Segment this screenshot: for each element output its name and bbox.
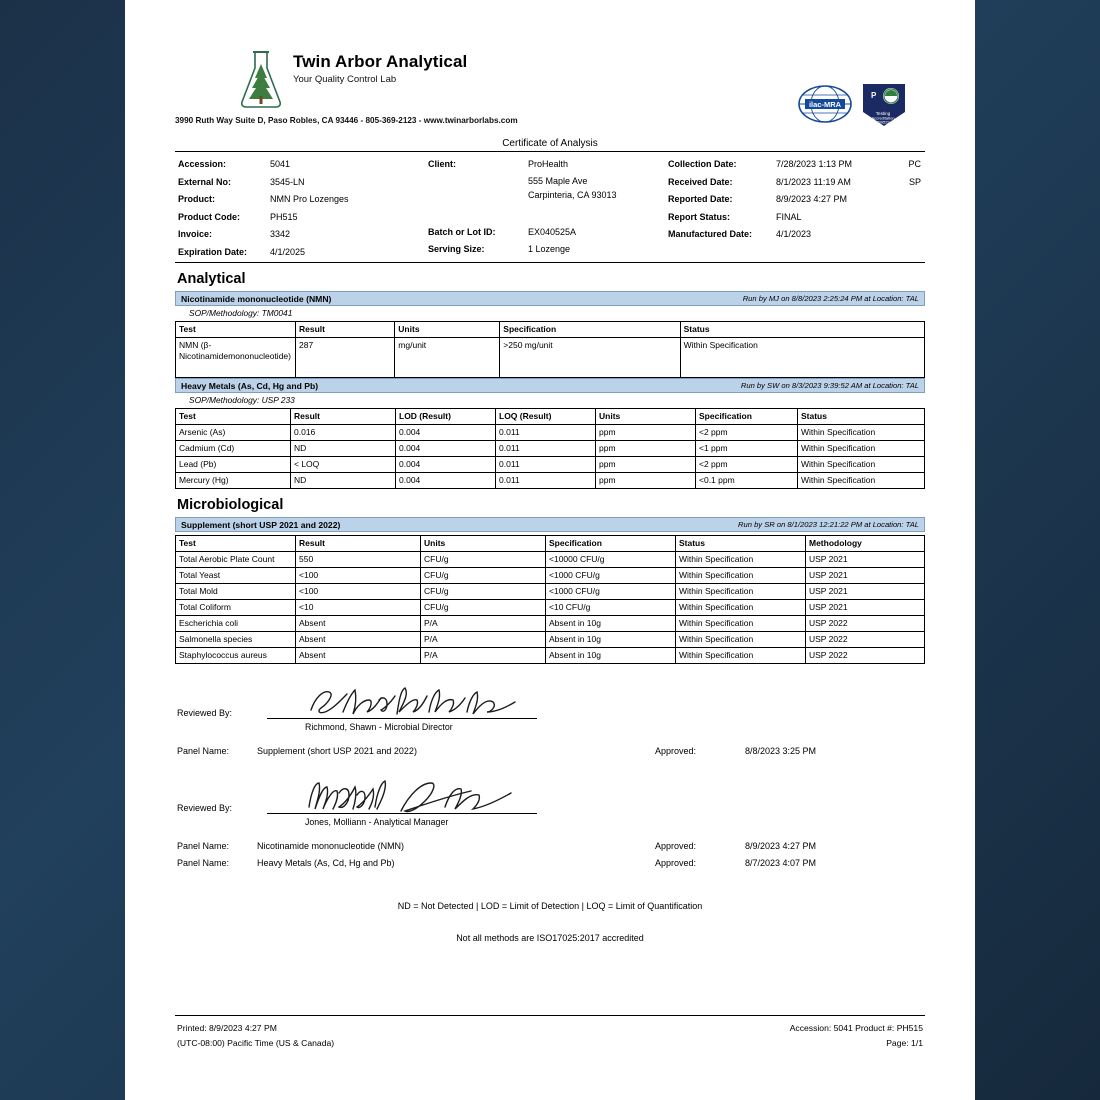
meta-label: External No: [178,176,232,187]
meta-row-collection-date [668,156,925,174]
meta-row-accession [178,156,428,174]
meta-column-middle [428,156,668,259]
client-name: ProHealth [528,159,569,169]
cell-lod: 0.004 [396,425,496,441]
signature-block-jones [175,785,925,841]
specimen-meta-block [175,151,925,263]
meta-row-received-date [668,174,925,192]
cell-result: Absent [296,648,421,664]
table-row [176,425,925,441]
cell-status: Within Specification [676,616,806,632]
approved-date: 8/9/2023 4:27 PM [745,841,817,851]
document-page [125,0,975,1100]
meta-value: 7/28/2023 1:13 PM [776,159,853,169]
cell-test: Total Coliform [176,600,296,616]
svg-text:#99523: #99523 [876,119,890,125]
cell-specification: Absent in 10g [546,616,676,632]
cell-units: CFU/g [421,552,546,568]
meta-value: 4/1/2023 [776,229,812,239]
signer-name: Jones, Molliann - Analytical Manager [305,817,449,827]
meta-row-invoice [178,226,428,244]
meta-row-expiration-date [178,244,428,262]
cell-specification: <10000 CFU/g [546,552,676,568]
meta-row-report-status [668,209,925,227]
column-header: Methodology [806,536,925,552]
cell-status: Within Specification [798,457,925,473]
column-header: Status [676,536,806,552]
signature-section [175,690,925,875]
cell-result: ND [291,441,396,457]
panel-run-info: Run by SR on 8/1/2023 12:21:22 PM at Location: TAL [738,520,919,529]
timezone-label: (UTC-08:00) Pacific Time (US & Canada) [177,1038,335,1048]
meta-row-serving-size [428,241,668,259]
panel-name-label: Panel Name: [177,746,230,756]
cell-specification: <1 ppm [696,441,798,457]
meta-value: 3545-LN [270,176,305,187]
meta-label: Accession: [178,159,227,169]
cell-units: P/A [421,648,546,664]
cell-status: Within Specification [676,600,806,616]
cell-test: Total Mold [176,584,296,600]
cell-status: Within Specification [676,584,806,600]
cell-test: Escherichia coli [176,616,296,632]
column-header: Specification [500,322,680,338]
meta-label: Reported Date: [668,194,733,204]
approved-date: 8/7/2023 4:07 PM [745,858,817,868]
cell-methodology: USP 2021 [806,552,925,568]
cell-status: Within Specification [676,552,806,568]
footer-right [790,1021,923,1051]
panel-header-supplement [175,517,925,532]
cell-test: Total Aerobic Plate Count [176,552,296,568]
cell-test: Staphylococcus aureus [176,648,296,664]
results-table-heavy-metals [175,408,925,489]
approved-date: 8/8/2023 3:25 PM [745,746,817,756]
column-header: Status [680,322,924,338]
cell-status: Within Specification [676,648,806,664]
meta-label: Product Code: [178,211,240,222]
cell-methodology: USP 2021 [806,568,925,584]
column-header: Units [395,322,500,338]
column-header: LOQ (Result) [496,409,596,425]
cell-units: ppm [596,473,696,489]
meta-label: Product: [178,194,215,204]
reviewed-by-label: Reviewed By: [177,803,233,813]
results-table-nmn [175,321,925,378]
meta-row-product-code [178,209,428,227]
approved-label: Approved: [655,858,697,868]
column-header: Result [296,536,421,552]
table-row [176,632,925,648]
cell-methodology: USP 2022 [806,616,925,632]
table-row [176,457,925,473]
cell-status: Within Specification [798,473,925,489]
column-header: Result [296,322,395,338]
analyst-initials: SP [908,176,921,187]
cell-units: mg/unit [395,338,500,378]
cell-result: < LOQ [291,457,396,473]
meta-label: Expiration Date: [178,246,248,257]
cell-units: ppm [596,441,696,457]
cell-result: <100 [296,568,421,584]
meta-value: 8/9/2023 4:27 PM [776,194,848,204]
footer-page-number: Page: 1/1 [886,1038,923,1048]
cell-specification: <1000 CFU/g [546,584,676,600]
table-row [176,648,925,664]
panel-header-heavy-metals [175,378,925,393]
cell-test: Mercury (Hg) [176,473,291,489]
column-header: Specification [546,536,676,552]
section-heading-microbiological: Microbiological [177,497,284,513]
meta-value: 4/1/2025 [270,246,306,257]
svg-text:Accreditation: Accreditation [871,115,895,121]
panel-name-value: Nicotinamide mononucleotide (NMN) [257,841,405,851]
cell-methodology: USP 2021 [806,584,925,600]
column-header: Units [596,409,696,425]
svg-text:ilac-MRA: ilac-MRA [808,100,842,109]
printed-timestamp: Printed: 8/9/2023 4:27 PM [177,1023,277,1033]
meta-value: PH515 [270,211,298,222]
cell-specification: >250 mg/unit [500,338,680,378]
cell-units: CFU/g [421,600,546,616]
table-header-row [176,409,925,425]
panel-sop-nmn: SOP/Methodology: TM0041 [189,308,293,318]
table-row [176,552,925,568]
panel-name-value: Supplement (short USP 2021 and 2022) [257,746,417,756]
table-header-row [176,536,925,552]
panel-name: Heavy Metals (As, Cd, Hg and Pb) [181,380,319,391]
cell-lod: 0.004 [396,441,496,457]
cell-specification: <2 ppm [696,457,798,473]
meta-label: Client: [428,159,456,169]
cell-test: Total Yeast [176,568,296,584]
table-header-row [176,322,925,338]
meta-value: 1 Lozenge [528,244,571,254]
column-header: Status [798,409,925,425]
signer-name: Richmond, Shawn - Microbial Director [305,722,453,732]
meta-label: Received Date: [668,176,733,187]
svg-text:P: P [871,91,877,100]
brand-block [293,52,467,85]
meta-row-client [428,156,668,174]
client-address-line-1: 555 Maple Ave [528,175,588,186]
meta-column-right [668,156,925,244]
cell-units: P/A [421,616,546,632]
table-row [176,616,925,632]
svg-text:Testing: Testing [875,111,891,116]
cell-status: Within Specification [680,338,924,378]
approval-line-heavy-metals [175,858,925,875]
cell-loq: 0.011 [496,457,596,473]
status-badge: FINAL [776,211,802,222]
meta-label: Invoice: [178,229,213,239]
meta-value: 8/1/2023 11:19 AM [776,176,851,187]
cell-specification: <0.1 ppm [696,473,798,489]
table-row [176,473,925,489]
analyst-initials: PC [908,159,921,169]
cell-methodology: USP 2021 [806,600,925,616]
cell-specification: <2 ppm [696,425,798,441]
column-header: Units [421,536,546,552]
cell-status: Within Specification [798,441,925,457]
accreditation-note: Not all methods are ISO17025:2017 accredited [456,933,644,943]
meta-column-left [178,156,428,261]
cell-test: Lead (Pb) [176,457,291,473]
cell-specification: <1000 CFU/g [546,568,676,584]
meta-row-manufactured-date [668,226,925,244]
conical-flask-with-tree-icon [235,48,287,110]
approved-label: Approved: [655,841,697,851]
document-header [175,40,925,126]
signature-block-richmond [175,690,925,746]
section-heading-analytical: Analytical [177,271,246,287]
panel-run-info: Run by MJ on 8/8/2023 2:25:24 PM at Location: TAL [742,294,919,303]
cell-test: NMN (β-Nicotinamidemononucleotide) [176,338,296,378]
column-header: Test [176,409,291,425]
panel-run-info: Run by SW on 8/3/2023 9:39:52 AM at Location: TAL [740,381,919,390]
meta-value: 3342 [270,229,291,239]
approved-label: Approved: [655,746,697,756]
meta-value: NMN Pro Lozenges [270,194,349,204]
cell-specification: <10 CFU/g [546,600,676,616]
cell-methodology: USP 2022 [806,648,925,664]
approval-line-supplement [175,746,925,763]
approval-line-nmn [175,841,925,858]
meta-row-reported-date [668,191,925,209]
cell-units: ppm [596,425,696,441]
panel-header-nmn [175,291,925,306]
meta-row-batch-lot-id [428,224,668,242]
cell-test: Cadmium (Cd) [176,441,291,457]
cell-units: ppm [596,457,696,473]
cell-loq: 0.011 [496,441,596,457]
meta-label: Serving Size: [428,244,485,254]
meta-row-product [178,191,428,209]
client-address-line-2: Carpinteria, CA 93013 [528,189,617,200]
handwritten-signature-molliann-jones-icon [305,777,525,817]
page-title: Certificate of Analysis [502,138,598,149]
cell-methodology: USP 2022 [806,632,925,648]
cell-units: CFU/g [421,568,546,584]
column-header: Specification [696,409,798,425]
abbreviation-note: ND = Not Detected | LOD = Limit of Detection | LOQ = Limit of Quantification [397,901,703,911]
cell-units: P/A [421,632,546,648]
handwritten-signature-shawn-richmond-icon [305,682,525,722]
reviewed-by-label: Reviewed By: [177,708,233,718]
cell-test: Salmonella species [176,632,296,648]
meta-label: Collection Date: [668,159,737,169]
cell-status: Within Specification [676,632,806,648]
cell-result: ND [291,473,396,489]
results-table-microbiological [175,535,925,664]
document-footer [175,1015,925,1055]
cell-test: Arsenic (As) [176,425,291,441]
brand-tagline: Your Quality Control Lab [293,74,397,85]
table-row [176,338,925,378]
cell-lod: 0.004 [396,473,496,489]
document-body [175,40,925,943]
meta-label: Manufactured Date: [668,229,753,239]
column-header: LOD (Result) [396,409,496,425]
footer-accession: Accession: 5041 Product #: PH515 [789,1023,923,1033]
cell-status: Within Specification [676,568,806,584]
cell-result: <100 [296,584,421,600]
table-row [176,600,925,616]
table-row [176,441,925,457]
footer-left [177,1021,334,1051]
lab-address: 3990 Ruth Way Suite D, Paso Robles, CA 93446 - 805-369-2123 - www.twinarborlabs.com [175,116,518,125]
cell-specification: Absent in 10g [546,632,676,648]
cell-result: 0.016 [291,425,396,441]
cell-result: <10 [296,600,421,616]
meta-value: 5041 [270,159,291,169]
cell-units: CFU/g [421,584,546,600]
cell-loq: 0.011 [496,473,596,489]
meta-value: EX040525A [528,226,577,237]
meta-row-external-no [178,174,428,192]
meta-label: Report Status: [668,211,731,222]
cell-specification: Absent in 10g [546,648,676,664]
cell-result: Absent [296,616,421,632]
cell-result: Absent [296,632,421,648]
column-header: Result [291,409,396,425]
panel-name-label: Panel Name: [177,841,230,851]
panel-sop-heavy-metals: SOP/Methodology: USP 233 [189,395,295,405]
table-row [176,584,925,600]
column-header: Test [176,536,296,552]
panel-name-label: Panel Name: [177,858,230,868]
panel-name: Nicotinamide mononucleotide (NMN) [181,293,332,304]
cell-result: 550 [296,552,421,568]
brand-name: Twin Arbor Analytical [293,52,468,71]
meta-label: Batch or Lot ID: [428,226,496,237]
cell-result: 287 [296,338,395,378]
table-row [176,568,925,584]
cell-loq: 0.011 [496,425,596,441]
panel-name: Supplement (short USP 2021 and 2022) [181,519,341,530]
cell-lod: 0.004 [396,457,496,473]
column-header: Test [176,322,296,338]
panel-name-value: Heavy Metals (As, Cd, Hg and Pb) [257,858,395,868]
cell-status: Within Specification [798,425,925,441]
